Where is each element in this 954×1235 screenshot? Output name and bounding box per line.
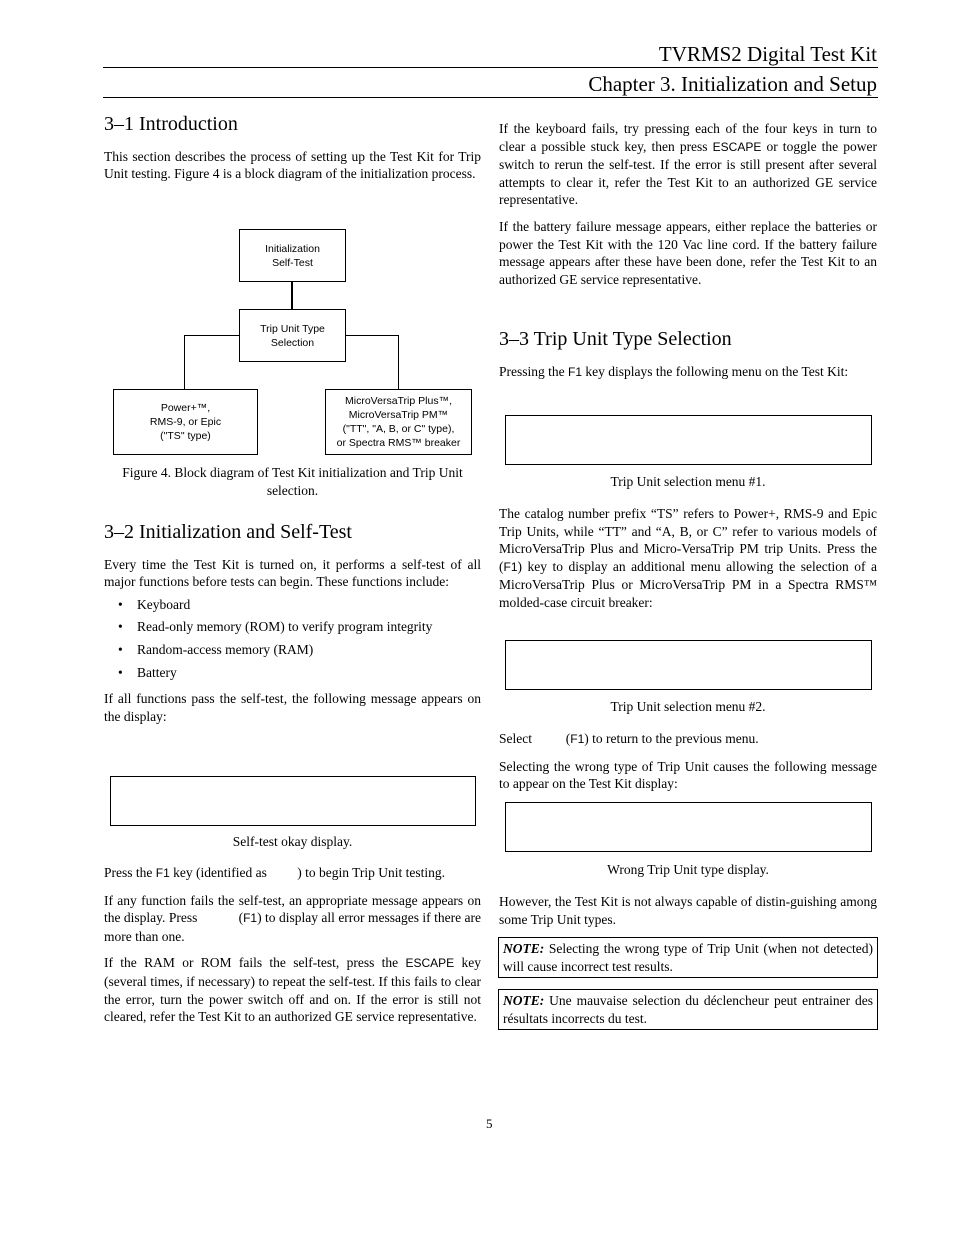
list-item: • Keyboard [137,596,481,614]
note-english: NOTE: Selecting the wrong type of Trip Unit (when not detected) will cause incorrect test results. [498,937,878,978]
list-item: • Random-access memory (RAM) [137,641,481,659]
diagram-box-init: Initialization Self-Test [239,229,346,282]
menu2-display [505,640,872,690]
section-heading: 3–3 Trip Unit Type Selection [499,328,732,350]
select-paragraphs [499,730,877,793]
section-introduction [104,113,481,183]
fail-paragraph: If any function fails the self-test, an appropriate message appears on the display. Press (F1) to display all error messages if there are more than one. [104,892,485,944]
right-column-top [499,120,877,288]
pass-paragraph: If all functions pass the self-test, the following message appears on the display: [104,691,481,724]
diagram-connector [345,335,398,336]
section-heading: 3–1 Introduction [104,113,238,135]
function-list [104,596,481,681]
distinguish-paragraph: However, the Test Kit is not always capable of distin-guishing among some Trip Unit types. [499,894,877,927]
diagram-connector [398,335,399,389]
pressing-f1-paragraph: Pressing the F1 key displays the following menu on the Test Kit: [499,363,849,379]
page-number: 5 [486,1116,493,1131]
wrong-type-display [505,802,872,852]
select-return-paragraph: Select (F1) to return to the previous menu. [499,731,759,746]
intro-paragraph: This section describes the process of setting up the Test Kit for Trip Unit testing. Figure 4 is a block diagram of the initialization process. [104,148,481,182]
catalog-prefix-paragraph: The catalog number prefix “TS” refers to Power+, RMS-9 and Epic Trip Units, while “TT” and “A, B, or C” refer to various models of MicroVersaTrip Plus and Micro-VersaTrip PM trip Units. Press the (F1) key to display an additional menu allowing the selection of a MicroVersaTrip Plus or MicroVersaTrip PM in a Spectra RMS™ molded-case circuit breaker: [499,506,911,610]
header-rule [103,97,878,98]
header-rule [103,67,878,68]
self-test-paragraph: Every time the Test Kit is turned on, it performs a self-test of all major functions before tests can begin. These functions include: [104,556,481,590]
self-test-display [110,776,476,826]
diagram-box-tt: MicroVersaTrip Plus™, MicroVersaTrip PM™ ("TT", "A, B, or C" type), or Spectra RMS™ breaker [325,389,472,455]
wrong-type-paragraph: Selecting the wrong type of Trip Unit causes the following message to appear on the Test Kit display: [499,758,877,792]
figure-caption: Figure 4. Block diagram of Test Kit initialization and Trip Unit selection. [122,465,463,498]
note-french: NOTE: Une mauvaise selection du déclencheur peut entrainer des résultats incorrects du test. [498,989,878,1030]
diagram-connector [291,281,293,309]
diagram-connector [184,335,239,336]
chapter-title: Chapter 3. Initialization and Setup [588,72,877,96]
section-self-test [104,521,481,725]
keyboard-fail-paragraph: If the keyboard fails, try pressing each of the four keys in turn to clear a possible stuck key, then press ESCAPE or toggle the power switch to rerun the self-test. If the error is still present after several attempts to clear it, refer the Test Kit to an authorized GE service representative. [499,121,877,208]
display-caption: Trip Unit selection menu #1. [610,474,766,489]
diagram-box-ts: Power+™, RMS-9, or Epic ("TS" type) [113,389,258,455]
section-trip-unit-type [499,328,877,381]
display-caption: Trip Unit selection menu #2. [610,699,766,714]
diagram-connector [184,335,185,389]
list-item: • Battery [137,664,481,682]
press-f1-paragraph: Press the F1 key (identified as ) to begin Trip Unit testing. [104,865,445,880]
display-caption: Wrong Trip Unit type display. [607,862,769,877]
block-diagram [104,228,481,458]
list-item: • Read-only memory (ROM) to verify program integrity [137,618,481,636]
battery-fail-paragraph: If the battery failure message appears, either replace the batteries or power the Test Kit with the 120 Vac line cord. If the battery failure message appears after these have been done, refer the Test Kit to an authorized GE service representative. [499,218,877,287]
ram-rom-paragraph: If the RAM or ROM fails the self-test, press the ESCAPE key (several times, if necessary) to repeat the self-test. If this fails to clear the error, turn the power switch off and on. If the error is still not cleared, refer the Test Kit to an authorized GE service representative. [104,955,481,1025]
display-caption: Self-test okay display. [232,834,353,849]
document-title: TVRMS2 Digital Test Kit [658,42,877,66]
self-test-instructions [104,864,485,1026]
menu1-display [505,415,872,465]
diagram-box-type: Trip Unit Type Selection [239,309,346,362]
section-heading: 3–2 Initialization and Self-Test [104,521,352,543]
